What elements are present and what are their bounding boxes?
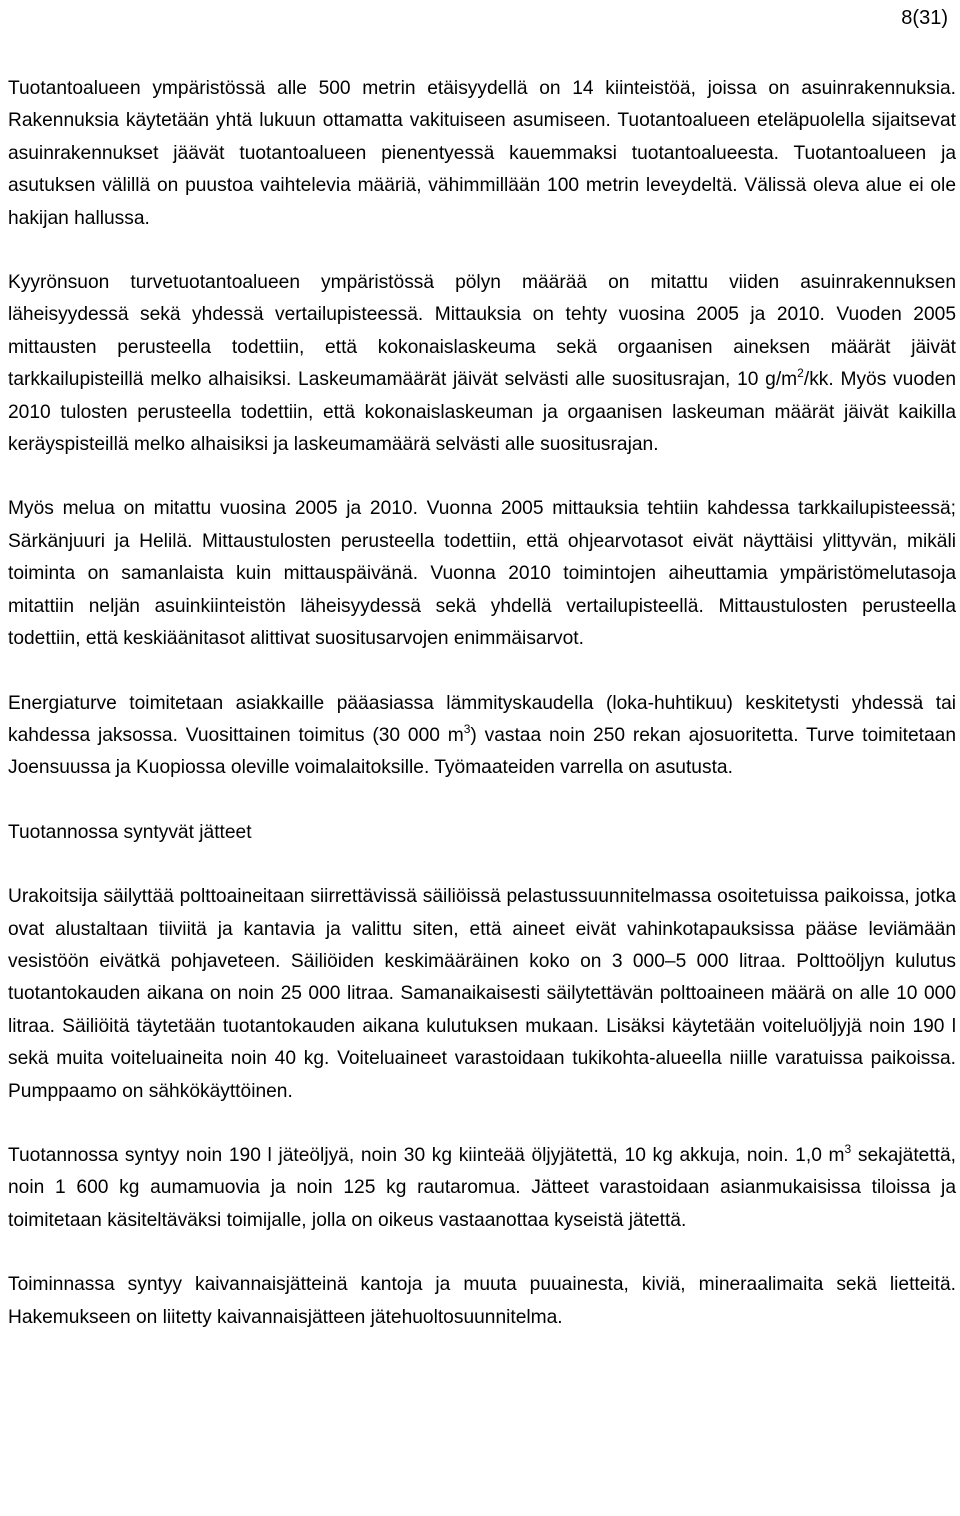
superscript-3: 3 xyxy=(463,721,471,736)
paragraph-noise: Myös melua on mitattu vuosina 2005 ja 2010. Vuonna 2005 mittauksia tehtiin kahdessa tarkkailupisteessä; Särkänjuuri ja Helilä. Mittaustulosten perusteella todettiin, että ohjearvotasot eivät näyttäisi ylittyvän, mikäli toiminta on samanlaista kuin mittauspäivänä. Vuonna 2010 toimintojen aiheuttamia ympäristömelutasoja mitattiin neljän asuinkiinteistön läheisyydessä sekä yhdellä vertailupisteellä. Mittaustulosten perusteella todettiin, että keskiäänitasot alittivat suositusarvojen enimmäisarvot. xyxy=(8,498,956,650)
superscript-3-waste: 3 xyxy=(844,1141,852,1156)
paragraph-surroundings: Tuotantoalueen ympäristössä alle 500 metrin etäisyydellä on 14 kiinteistöä, joissa on asuinrakennuksia. Rakennuksia käytetään yhtä lukuun ottamatta vakituiseen asumiseen. Tuotantoalueen eteläpuolella sijaitsevat asuinrakennukset jäävät tuotantoalueen pienentyessä kauemmaksi tuotantoalueesta. Tuotantoalueen ja asutuksen välillä on puustoa vaihtelevia määriä, vähimmillään 100 metrin leveydeltä. Välissä oleva alue ei ole hakijan hallussa. xyxy=(8,78,956,229)
paragraph-dust-text-b: /kk. Myös vuoden 2010 tulosten perusteella todettiin, että kokonaislaskeuman ja orgaanisen laskeuman määrät jäivät kaikilla keräyspisteillä melko alhaisiksi ja laskeumamäärä selvästi alle suositusrajan. xyxy=(8,369,957,456)
paragraph-waste xyxy=(8,1140,956,1237)
superscript-2: 2 xyxy=(797,365,804,380)
paragraph-dust-text-a: Kyyrönsuon turvetuotantoalueen ympäristössä pölyn määrää on mitattu viiden asuinrakennuksen läheisyydessä sekä yhdessä vertailupisteessä. Mittauksia on tehty vuosina 2005 ja 2010. Vuoden 2005 mittausten perusteella todettiin, että kokonaislaskeuma sekä orgaanisen aineksen määrät jäivät tarkkailupisteillä melko alhaisiksi. Laskeumamäärät jäivät selvästi alle suositusrajan, 10 g/m xyxy=(8,272,956,391)
document-body xyxy=(8,73,956,1366)
paragraph-waste-text-a: Tuotannossa syntyy noin 190 l jäteöljyä, noin 30 kg kiinteää öljyjätettä, 10 kg akkuja, noin. 1,0 m xyxy=(8,1144,845,1166)
page-number: 8(31) xyxy=(901,7,948,29)
paragraph-delivery xyxy=(8,688,956,785)
paragraph-fuel-storage: Urakoitsija säilyttää polttoaineitaan siirrettävissä säiliöissä pelastussuunnitelmassa osoitetuissa paikoissa, jotka ovat alustaltaan tiiviitä ja kantavia ja valittu siten, että aineet eivät vahinkotapauksissa pääse leviämään vesistöön eivätkä pohjaveteen. Säiliöiden keskimääräinen koko on 3 000–5 000 litraa. Polttoöljyn kulutus tuotantokauden aikana on noin 25 000 litraa. Samanaikaisesti säilytettävän polttoaineen määrä on alle 10 000 litraa. Säiliöitä täytetään tuotantokauden aikana kulutuksen mukaan. Lisäksi käytetään voiteluöljyjä noin 190 l sekä muita voiteluaineita noin 40 kg. Voiteluaineet varastoidaan tukikohta-alueella niille varatuissa paikoissa. Pumppaamo on sähkökäyttöinen. xyxy=(8,886,956,1102)
paragraph-waste-text-b: sekajätettä, noin 1 600 kg aumamuovia ja noin 125 kg rautaromua. Jätteet varastoidaan asianmukaisissa tiloissa ja toimitetaan käsiteltäväksi toimijalle, jolla on oikeus vastaanottaa kyseistä jätettä. xyxy=(8,1144,956,1231)
paragraph-dust xyxy=(8,267,956,461)
section-heading-waste: Tuotannossa syntyvät jätteet xyxy=(8,821,252,843)
paragraph-extractive-waste: Toiminnassa syntyy kaivannaisjätteinä kantoja ja muuta puuainesta, kiviä, mineraalimaita sekä lietteitä. Hakemukseen on liitetty kaivannaisjätteen jätehuoltosuunnitelma. xyxy=(8,1274,956,1328)
paragraph-delivery-text-b: ) vastaa noin 250 rekan ajosuoritetta. Turve toimitetaan Joensuussa ja Kuopiossa oleville voimalaitoksille. Työmaateiden varrella on asutusta. xyxy=(8,724,956,779)
paragraph-delivery-text-a: Energiaturve toimitetaan asiakkaille pääasiassa lämmityskaudella (loka-huhtikuu) keskitetysti yhdessä tai kahdessa jaksossa. Vuosittainen toimitus (30 000 m xyxy=(8,692,956,746)
